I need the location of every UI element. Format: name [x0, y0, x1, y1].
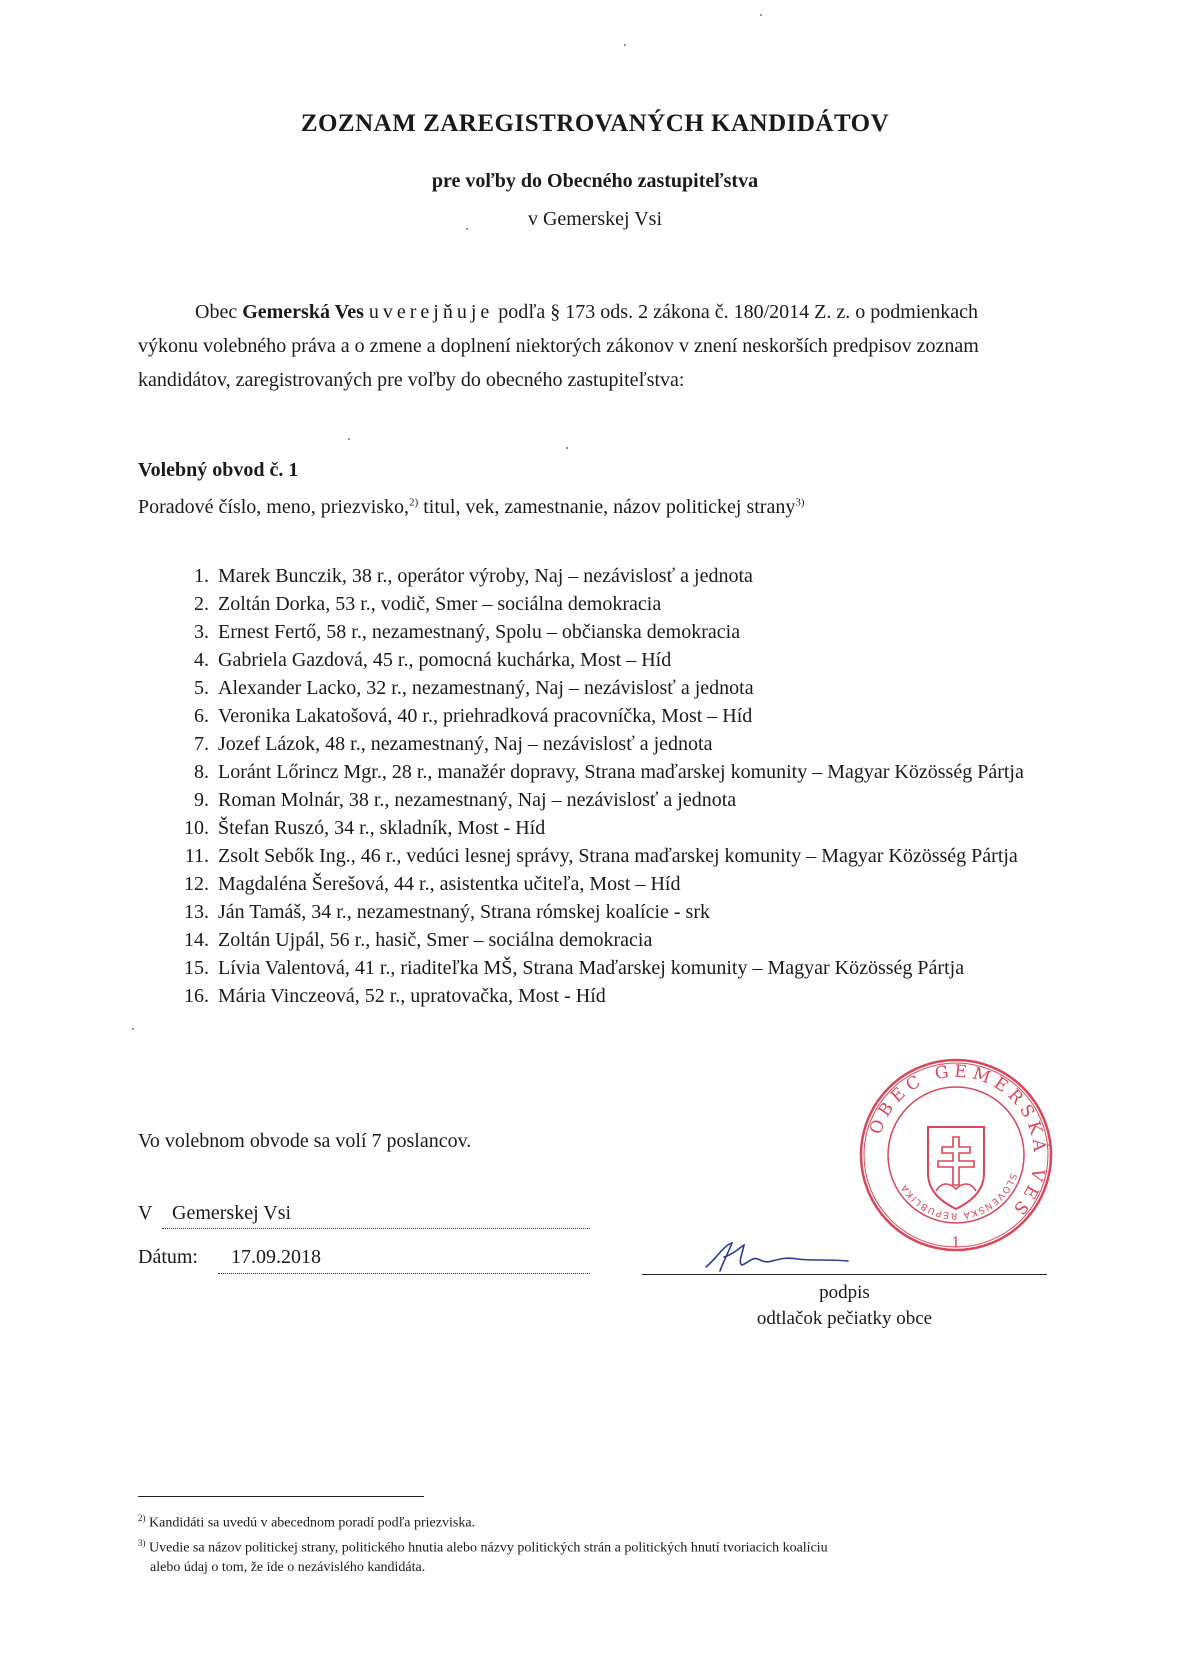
candidate-details: Štefan Ruszó, 34 r., skladník, Most - Híd [218, 817, 546, 839]
intro-prefix: Obec [195, 301, 243, 323]
candidate-number: 10. [184, 817, 209, 839]
footnote-text: Uvedie sa názov politickej strany, politického hnutia alebo názvy politických strán a politických hnutí tvoriacich koalíciu [149, 1540, 828, 1556]
scan-speck [566, 447, 568, 449]
candidate-number: 1. [194, 565, 209, 587]
intro-paragraph [138, 295, 1018, 397]
stamp-number: 1 [951, 1235, 961, 1251]
stamp-text: OBEC GEMERSKÁ VES [865, 1061, 1050, 1222]
candidate-item [170, 814, 1040, 842]
candidate-details: Mária Vinczeová, 52 r., upratovačka, Most - Híd [218, 985, 606, 1007]
footnote-text-continued: alebo údaj o tom, že ide o nezávislého kandidáta. [150, 1559, 426, 1575]
candidate-item [170, 618, 1040, 646]
candidate-details: Ján Tamáš, 34 r., nezamestnaný, Strana rómskej koalície - srk [218, 901, 710, 923]
candidate-list [170, 562, 1040, 1010]
municipality-name: Gemerská Ves [242, 301, 364, 323]
footnote-mark: 3) [138, 1538, 146, 1548]
place-label: V [138, 1202, 153, 1224]
candidate-details: Alexander Lacko, 32 r., nezamestnaný, Naj – nezávislosť a jednota [218, 677, 754, 699]
candidate-number: 2. [194, 593, 209, 615]
candidate-details: Marek Bunczik, 38 r., operátor výroby, Naj – nezávislosť a jednota [218, 565, 753, 587]
columns-text-rest: titul, vek, zamestnanie, názov politickej strany [418, 496, 796, 518]
footnote-3 [138, 1534, 1038, 1577]
candidate-details: Zoltán Dorka, 53 r., vodič, Smer – sociálna demokracia [218, 593, 662, 615]
candidate-details: Magdaléna Šerešová, 44 r., asistentka učiteľa, Most – Híd [218, 873, 681, 895]
intro-rest: podľa § 173 ods. 2 zákona č. 180/2014 Z. z. o podmienkach výkonu volebného práva a o zmene a doplnení niektorých zákonov v znení neskorších predpisov zoznam kandidátov, zaregistrovaných pre voľby do obecného zastupiteľstva: [138, 301, 979, 391]
stamp-label: odtlačok pečiatky obce [756, 1308, 933, 1329]
candidate-number: 16. [184, 985, 209, 1007]
candidate-number: 6. [194, 705, 209, 727]
footnote-text: Kandidáti sa uvedú v abecednom poradí podľa priezviska. [149, 1515, 476, 1531]
municipal-stamp [856, 1055, 1056, 1255]
candidate-item [170, 646, 1040, 674]
stamp-inner-text: SLOVENSKÁ REPUBLIKA [899, 1171, 1018, 1221]
columns-description [138, 496, 805, 519]
candidate-number: 13. [184, 901, 209, 923]
scan-speck [760, 14, 762, 16]
scan-speck [624, 44, 626, 46]
candidate-item [170, 590, 1040, 618]
candidate-number: 8. [194, 761, 209, 783]
elected-count-line: Vo volebnom obvode sa volí 7 poslancov. [138, 1130, 472, 1152]
signature-label: podpis [819, 1282, 870, 1303]
candidate-details: Veronika Lakatošová, 40 r., priehradková pracovníčka, Most – Híd [218, 705, 753, 727]
footnote-mark: 2) [138, 1513, 146, 1523]
candidate-details: Loránt Lőrincz Mgr., 28 r., manažér dopravy, Strana maďarskej komunity – Magyar Közösség Pártja [218, 761, 1024, 783]
candidate-item [170, 842, 1040, 870]
scan-speck [132, 1028, 134, 1030]
candidate-item [170, 870, 1040, 898]
candidate-item [170, 898, 1040, 926]
candidate-details: Jozef Lázok, 48 r., nezamestnaný, Naj – nezávislosť a jednota [218, 733, 713, 755]
district-heading: Volebný obvod č. 1 [138, 459, 299, 481]
candidate-item [170, 786, 1040, 814]
candidate-details: Lívia Valentová, 41 r., riaditeľka MŠ, Strana Maďarskej komunity – Magyar Közösség Pártja [218, 957, 965, 979]
date-label: Dátum: [138, 1246, 198, 1268]
candidate-item [170, 954, 1040, 982]
candidate-item [170, 730, 1040, 758]
candidate-number: 7. [194, 733, 209, 755]
candidate-details: Roman Molnár, 38 r., nezamestnaný, Naj – nezávislosť a jednota [218, 789, 737, 811]
candidate-details: Gabriela Gazdová, 45 r., pomocná kuchárka, Most – Híd [218, 649, 672, 671]
candidate-details: Zoltán Ujpál, 56 r., hasič, Smer – sociálna demokracia [218, 929, 653, 951]
document-place-line: v Gemerskej Vsi [527, 208, 663, 230]
scan-speck [348, 438, 350, 440]
footnote-ref-2: 2) [409, 496, 419, 509]
candidate-item [170, 982, 1040, 1010]
document-subtitle: pre voľby do Obecného zastupiteľstva [431, 170, 759, 192]
intro-verb: uverejňuje [368, 301, 494, 323]
candidate-number: 3. [194, 621, 209, 643]
candidate-number: 11. [184, 845, 209, 867]
candidate-number: 14. [184, 929, 209, 951]
candidate-details: Zsolt Sebők Ing., 46 r., vedúci lesnej správy, Strana maďarskej komunity – Magyar Közösség Pártja [218, 845, 1018, 867]
footnote-2 [138, 1509, 1038, 1533]
document-title: ZOZNAM ZAREGISTROVANÝCH KANDIDÁTOV [300, 110, 890, 137]
candidate-item [170, 562, 1040, 590]
columns-text: Poradové číslo, meno, priezvisko, [138, 496, 410, 518]
candidate-number: 12. [184, 873, 209, 895]
candidate-number: 5. [194, 677, 209, 699]
date-value: 17.09.2018 [218, 1246, 590, 1274]
candidate-item [170, 702, 1040, 730]
candidate-number: 15. [184, 957, 209, 979]
scan-speck [466, 228, 468, 230]
candidate-item [170, 926, 1040, 954]
candidate-item [170, 674, 1040, 702]
signature-line [642, 1274, 1047, 1275]
candidate-number: 9. [194, 789, 209, 811]
place-value: Gemerskej Vsi [162, 1202, 590, 1229]
candidate-details: Ernest Fertő, 58 r., nezamestnaný, Spolu – občianska demokracia [218, 621, 741, 643]
candidate-number: 4. [194, 649, 209, 671]
footnote-divider [138, 1496, 424, 1497]
candidate-item [170, 758, 1040, 786]
footnote-ref-3: 3) [795, 496, 805, 509]
handwritten-signature [702, 1237, 852, 1277]
